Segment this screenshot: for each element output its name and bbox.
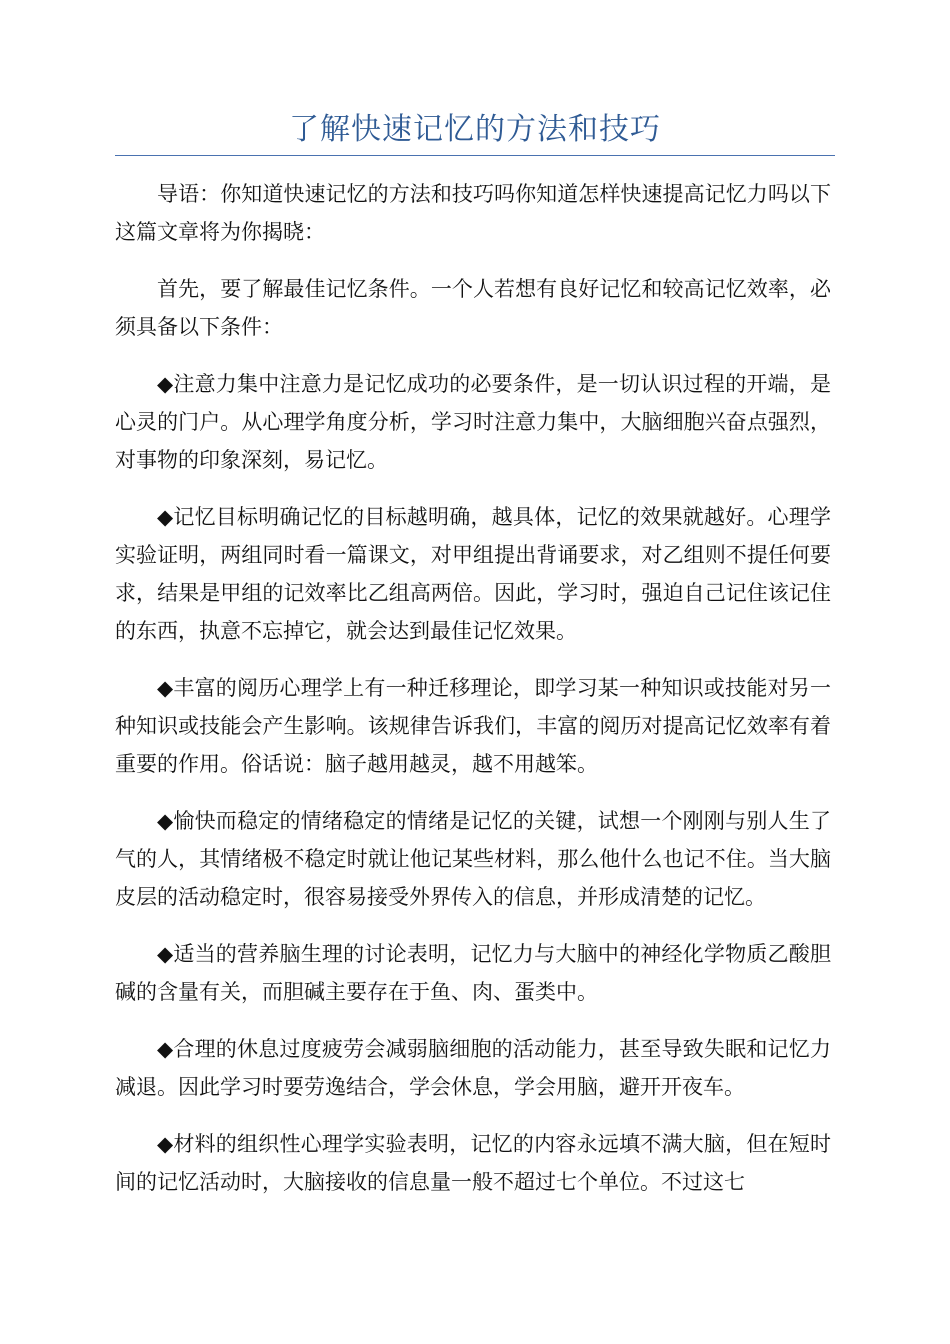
document-title: 了解快速记忆的方法和技巧 [289,112,661,147]
paragraph-conditions: 首先，要了解最佳记忆条件。一个人若想有良好记忆和较高记忆效率，必须具备以下条件： [115,277,831,339]
title-underline-divider [115,155,835,156]
paragraph-rest: ◆合理的休息过度疲劳会减弱脑细胞的活动能力，甚至导致失眠和记忆力减退。因此学习时要劳逸结合，学会休息，学会用脑，避开开夜车。 [115,1037,831,1099]
paragraph-emotion: ◆愉快而稳定的情绪稳定的情绪是记忆的关键，试想一个刚刚与别人生了气的人，其情绪极不稳定时就让他记某些材料，那么他什么也记不住。当大脑皮层的活动稳定时，很容易接受外界传入的信息，并形成清楚的记忆。 [115,809,831,909]
paragraph-nutrition: ◆适当的营养脑生理的讨论表明，记忆力与大脑中的神经化学物质乙酸胆碱的含量有关，而胆碱主要存在于鱼、肉、蛋类中。 [115,942,831,1004]
paragraph-attention: ◆注意力集中注意力是记忆成功的必要条件，是一切认识过程的开端，是心灵的门户。从心理学角度分析，学习时注意力集中，大脑细胞兴奋点强烈，对事物的印象深刻，易记忆。 [115,372,831,472]
intro-paragraph: 导语：你知道快速记忆的方法和技巧吗你知道怎样快速提高记忆力吗以下这篇文章将为你揭晓： [115,182,831,244]
document-body [115,175,831,1220]
paragraph-experience: ◆丰富的阅历心理学上有一种迁移理论，即学习某一种知识或技能对另一种知识或技能会产生影响。该规律告诉我们，丰富的阅历对提高记忆效率有着重要的作用。俗话说：脑子越用越灵，越不用越笨。 [115,676,831,776]
paragraph-goal: ◆记忆目标明确记忆的目标越明确，越具体，记忆的效果就越好。心理学实验证明，两组同时看一篇课文，对甲组提出背诵要求，对乙组则不提任何要求，结果是甲组的记效率比乙组高两倍。因此，学习时，强迫自己记住该记住的东西，执意不忘掉它，就会达到最佳记忆效果。 [115,505,831,643]
paragraph-organization: ◆材料的组织性心理学实验表明，记忆的内容永远填不满大脑，但在短时间的记忆活动时，大脑接收的信息量一般不超过七个单位。不过这七 [115,1132,831,1194]
